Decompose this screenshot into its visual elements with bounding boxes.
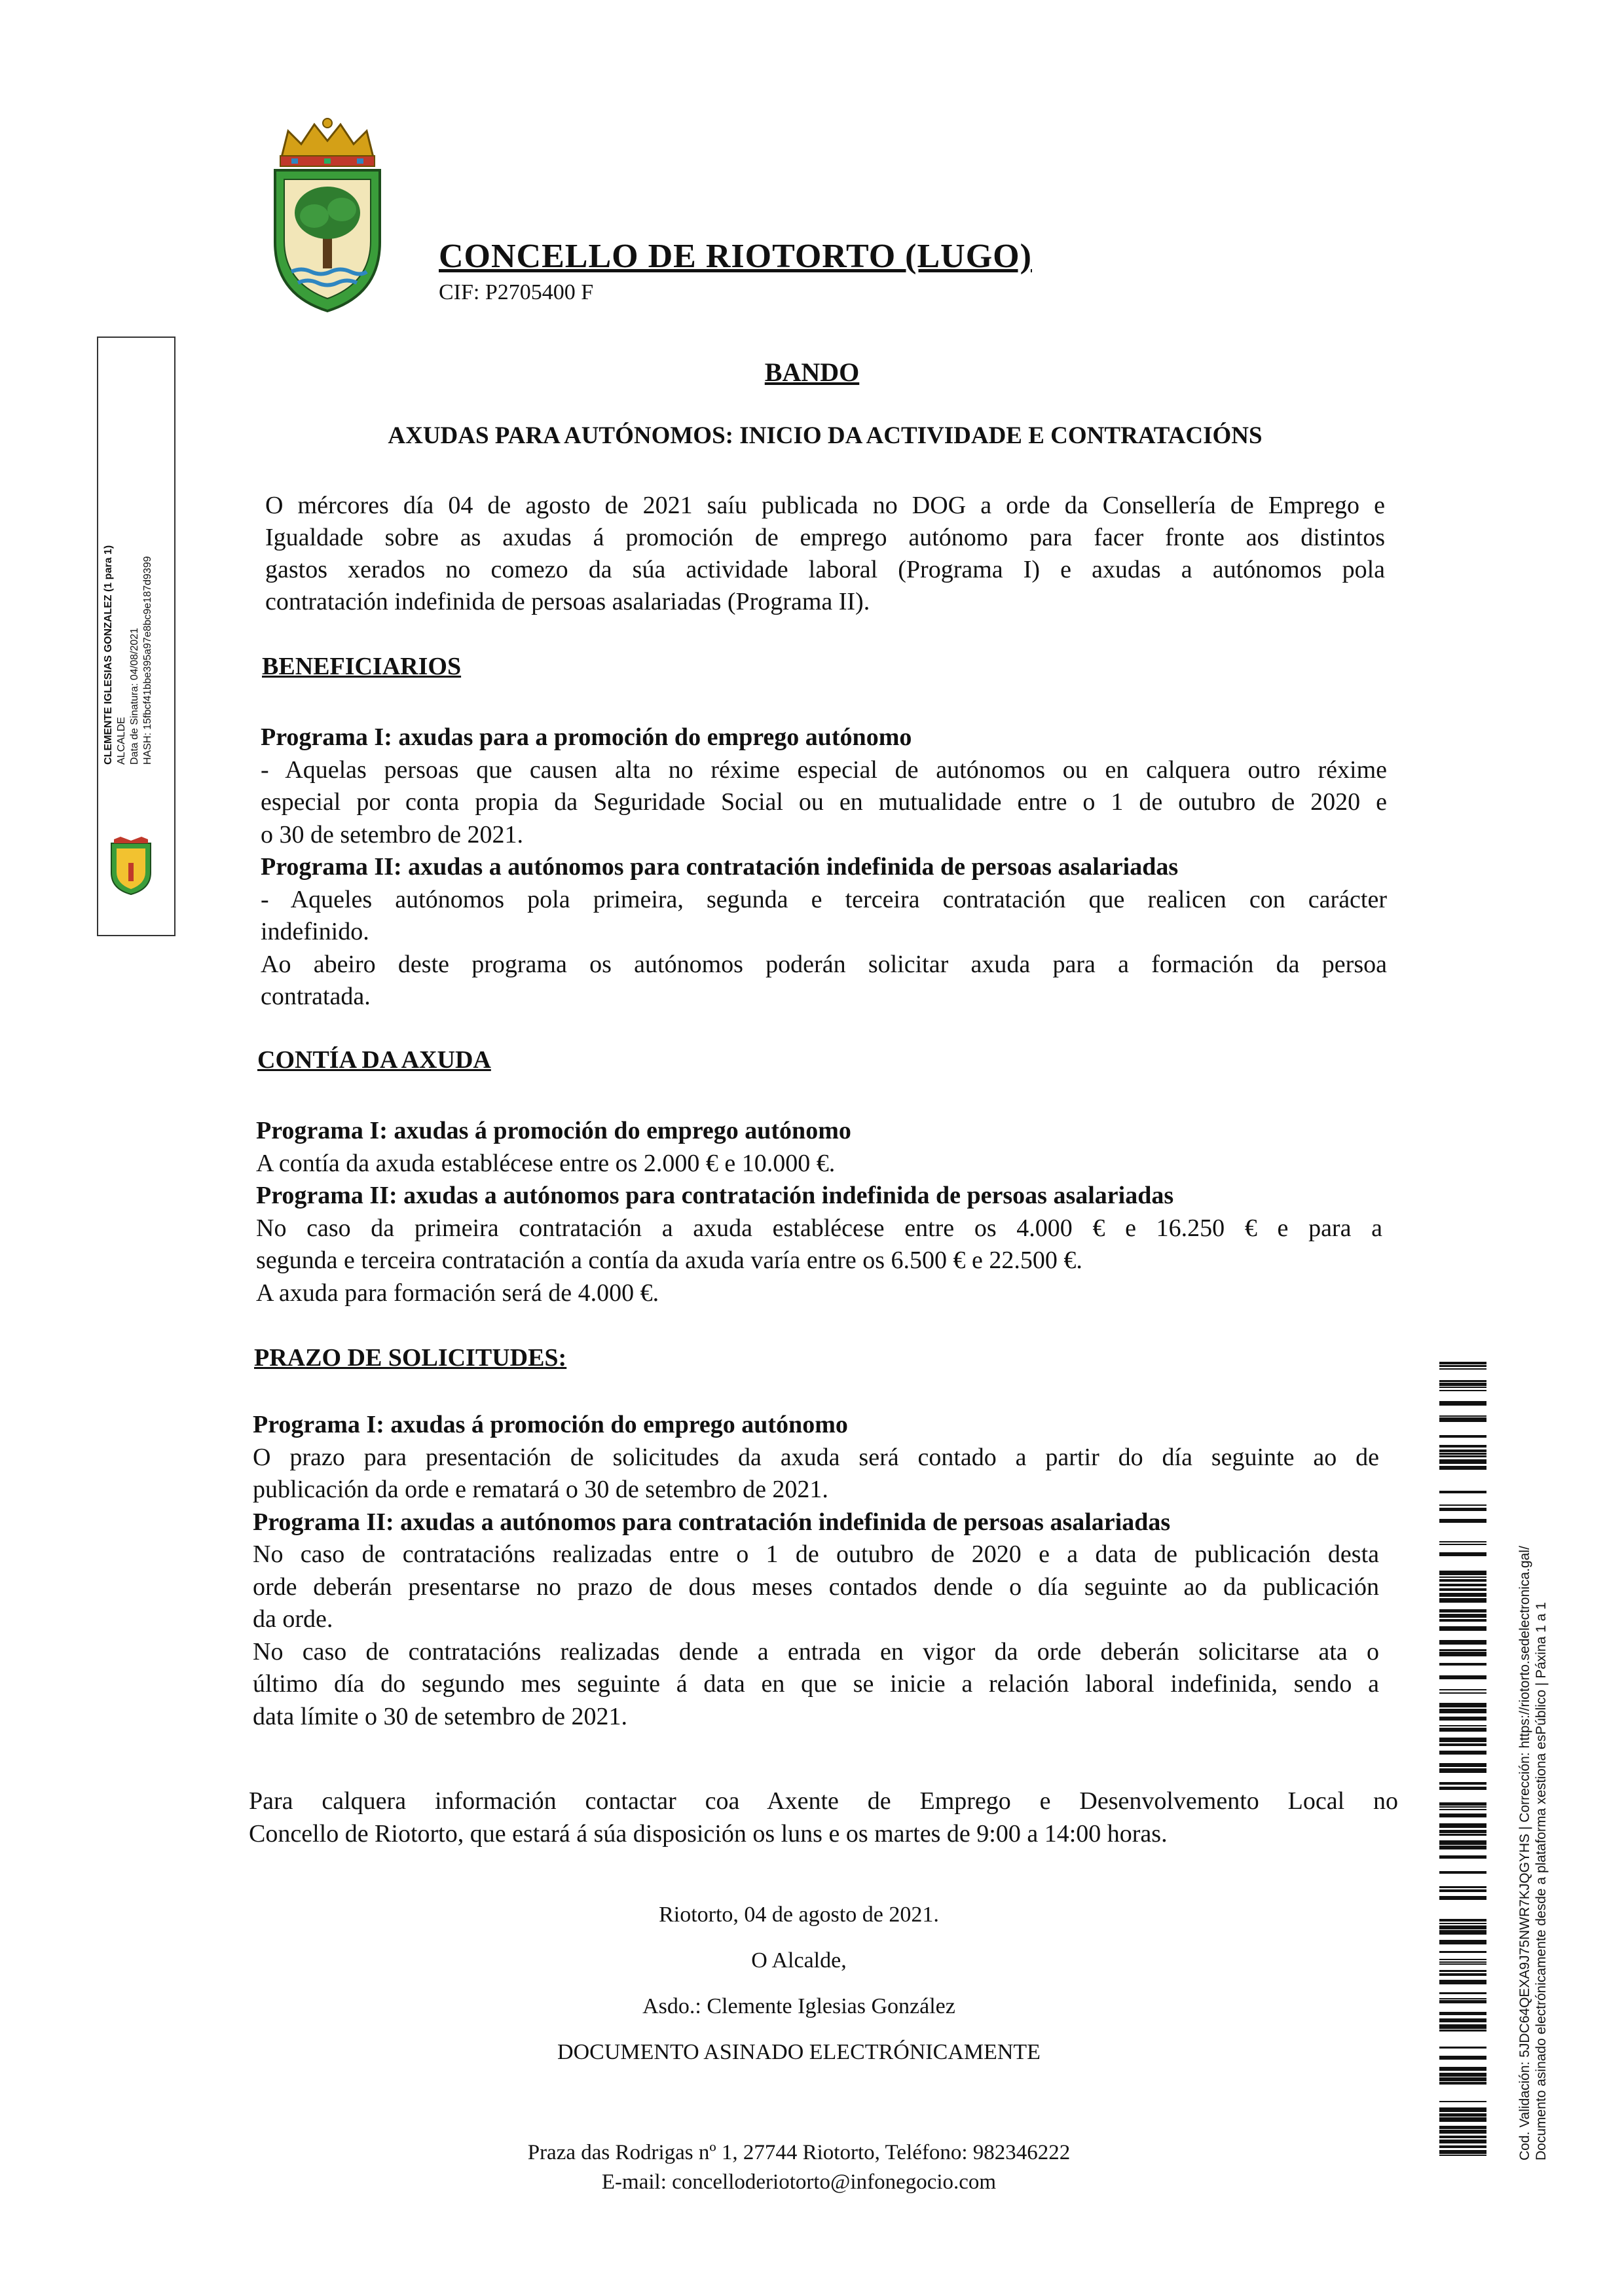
intro-line: gastos xerados no comezo da súa actividade laboral (Programa I) e axudas a autónomos pola: [265, 556, 1385, 583]
validation-code-line: Cod. Validación: 5JDC64QEXA9J75NWR7KJQGYHS | Corrección: https://riotorto.sedelectronica.gal/: [1517, 1546, 1532, 2160]
text-line: o 30 de setembro de 2021.: [261, 820, 524, 848]
program-1-title: Programa I: axudas para a promoción do emprego autónomo: [261, 723, 912, 751]
program-1-title: Programa I: axudas á promoción do emprego autónomo: [256, 1117, 851, 1144]
text-line: No caso da primeira contratación a axuda establécese entre os 4.000 € e 16.250 € e para a: [256, 1214, 1382, 1242]
program-2-title: Programa II: axudas a autónomos para contratación indefinida de persoas asalariadas: [253, 1508, 1171, 1536]
beneficiarios-heading: BENEFICIARIOS: [262, 653, 462, 680]
footer-address: Praza das Rodrigas nº 1, 27744 Riotorto, Teléfono: 982346222: [527, 2141, 1071, 2164]
subject-heading: AXUDAS PARA AUTÓNOMOS: INICIO DA ACTIVIDADE E CONTRATACIÓNS: [388, 422, 1263, 449]
signature-stamp: [97, 337, 175, 936]
text-line: indefinido.: [261, 918, 369, 945]
text-line: No caso de contratacións realizadas entre o 1 de outubro de 2020 e a data de publicación desta: [253, 1540, 1379, 1568]
validation-barcode: [1439, 1362, 1486, 2174]
text-line: contratada.: [261, 983, 371, 1010]
text-line: O prazo para presentación de solicitudes da axuda será contado a partir do día seguinte ao de: [253, 1443, 1379, 1471]
text-line: data límite o 30 de setembro de 2021.: [253, 1702, 627, 1730]
signature-name: Asdo.: Clemente Iglesias González: [642, 1994, 955, 2018]
text-line: orde deberán presentarse no prazo de dous meses contados dende o día seguinte ao da publicación: [253, 1573, 1379, 1601]
stamp-signer: CLEMENTE IGLESIAS GONZALEZ (1 para 1): [103, 545, 114, 765]
contact-info-paragraph: [249, 1785, 1398, 1850]
text-line: No caso de contratacións realizadas dende a entrada en vigor da orde deberán solicitarse ata o: [253, 1637, 1379, 1666]
text-line: Ao abeiro deste programa os autónomos poderán solicitar axuda para a formación da persoa: [261, 950, 1387, 978]
stamp-logo: [105, 837, 157, 896]
text-line: A axuda para formación será de 4.000 €.: [256, 1279, 659, 1307]
document-type-heading: BANDO: [764, 357, 860, 387]
stamp-hash: HASH: 15fbcf41bbe395a97e8bc9e187d9399: [142, 556, 153, 765]
beneficiarios-section: [261, 721, 1387, 1013]
validation-platform-line: Documento asinado electrónicamente desde a plataforma xestiona esPúblico | Páxina 1 a 1: [1534, 1602, 1549, 2160]
signature-place-date: Riotorto, 04 de agosto de 2021.: [659, 1903, 939, 1927]
program-1-title: Programa I: axudas á promoción do emprego autónomo: [253, 1411, 848, 1438]
municipality-title: CONCELLO DE RIOTORTO (LUGO): [439, 238, 1032, 275]
text-line: segunda e terceira contratación a contía da axuda varía entre os 6.500 € e 22.500 €.: [256, 1247, 1082, 1274]
program-2-title: Programa II: axudas a autónomos para contratación indefinida de persoas asalariadas: [256, 1182, 1174, 1209]
stamp-date: Data de Sinatura: 04/08/2021: [129, 627, 140, 765]
coat-of-arms-logo: [262, 118, 393, 314]
stamp-text: [102, 545, 155, 765]
validation-text: [1517, 1546, 1549, 2160]
intro-line: contratación indefinida de persoas asalariadas (Programa II).: [265, 588, 870, 615]
footer-email: E-mail: concelloderiotorto@infonegocio.com: [601, 2170, 997, 2194]
prazo-heading: PRAZO DE SOLICITUDES:: [254, 1344, 567, 1372]
contia-section: [256, 1115, 1382, 1309]
intro-paragraph: [265, 490, 1385, 618]
stamp-role: ALCALDE: [116, 717, 127, 765]
text-line: - Aquelas persoas que causen alta no réxime especial de autónomos ou en calquera outro réxime: [261, 756, 1387, 784]
intro-line: O mércores día 04 de agosto de 2021 saíu publicada no DOG a orde da Consellería de Emprego e: [265, 492, 1385, 519]
text-line: Para calquera información contactar coa Axente de Emprego e Desenvolvemento Local no: [249, 1787, 1398, 1815]
text-line: publicación da orde e rematará o 30 de setembro de 2021.: [253, 1476, 828, 1503]
program-2-title: Programa II: axudas a autónomos para contratación indefinida de persoas asalariadas: [261, 853, 1179, 881]
text-line: A contía da axuda establécese entre os 2.000 € e 10.000 €.: [256, 1149, 836, 1177]
intro-line: Igualdade sobre as axudas á promoción de emprego autónomo para facer fronte aos distintos: [265, 524, 1385, 551]
municipality-cif: CIF: P2705400 F: [439, 280, 594, 304]
text-line: especial por conta propia da Seguridade Social ou en mutualidade entre o 1 de outubro de 2020 e: [261, 788, 1387, 816]
text-line: - Aqueles autónomos pola primeira, segunda e terceira contratación que realicen con carácter: [261, 885, 1387, 913]
text-line: Concello de Riotorto, que estará á súa disposición os luns e os martes de 9:00 a 14:00 horas.: [249, 1820, 1168, 1848]
signature-role: O Alcalde,: [751, 1948, 847, 1973]
contia-heading: CONTÍA DA AXUDA: [257, 1046, 491, 1074]
text-line: da orde.: [253, 1605, 333, 1633]
signature-electronic-note: DOCUMENTO ASINADO ELECTRÓNICAMENTE: [557, 2040, 1041, 2064]
text-line: último día do segundo mes seguinte á data en que se inicie a relación laboral indefinida, sendo a: [253, 1670, 1379, 1698]
prazo-section: [253, 1409, 1379, 1733]
